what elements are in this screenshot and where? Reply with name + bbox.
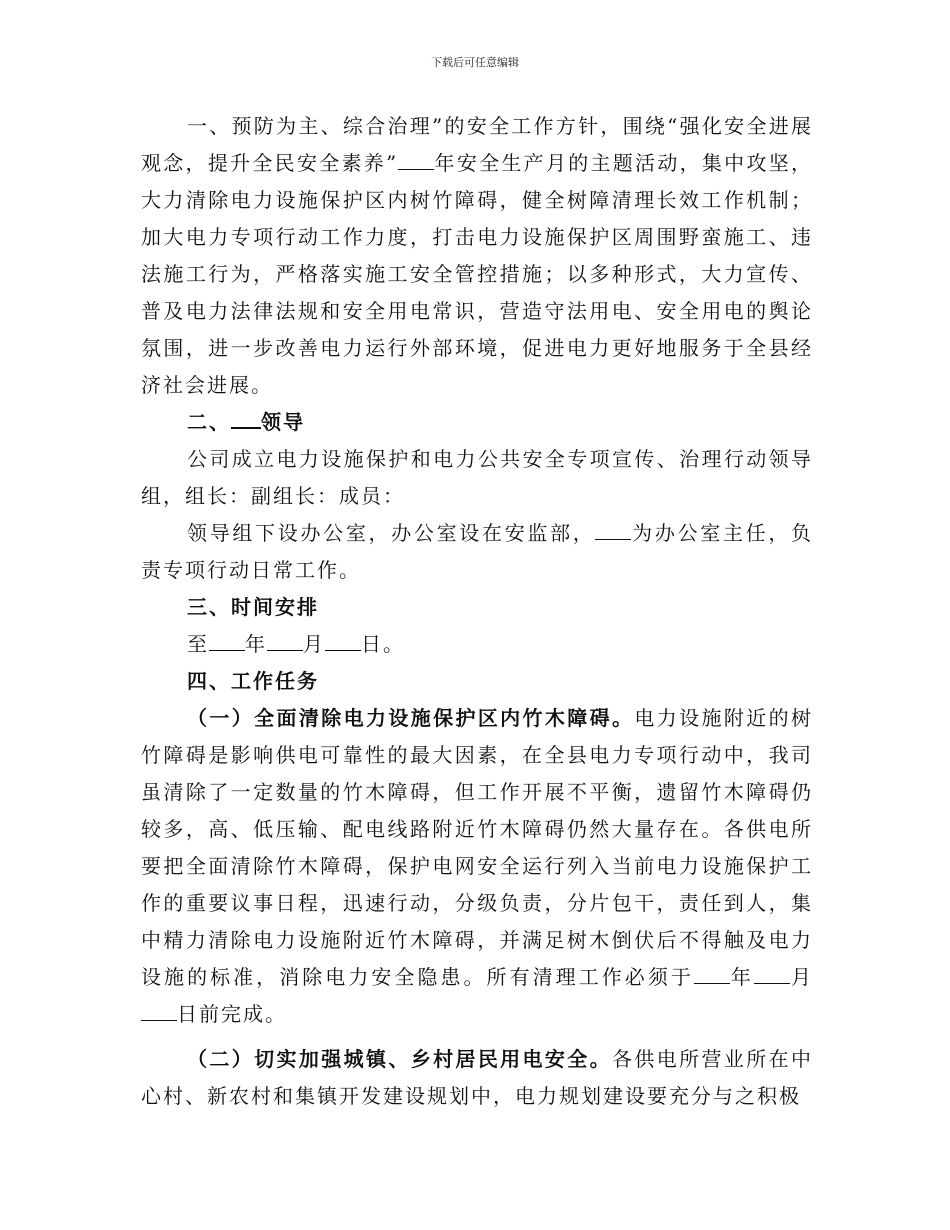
- section-2-heading: [141, 404, 813, 441]
- task-1-body-a: 电力设施附近的树竹障碍是影响供电可靠性的最大因素，在全县电力专项行动中，我司虽清除了一定数量的竹木障碍，但工作开展不平衡，遗留竹木障碍仍较多，高、低压输、配电线路附近竹木障碍仍然大量存在。各供电所要把全面清除竹木障碍，保护电网安全运行列入当前电力设施保护工作的重要议事日程，迅速行动，分级负责，分片包干，责任到人，集中精力清除电力设施附近竹木障碍，并满足树木倒伏后不得触及电力设施的标准，消除电力安全隐患。所有清理工作必须于: [141, 706, 814, 989]
- blank-line: [694, 963, 730, 984]
- task-2-paragraph: [141, 1041, 813, 1115]
- section-2-paragraph-2: [141, 515, 813, 589]
- blank-line: [398, 149, 434, 170]
- task-1-body-c: 月: [789, 965, 814, 989]
- paragraph-gap: [141, 1033, 813, 1041]
- page-header: 下载后可任意编辑: [431, 56, 519, 69]
- blank-line: [754, 963, 790, 984]
- intro-paragraph: [141, 108, 813, 404]
- task-1-body-b: 年: [729, 965, 754, 989]
- blank-line: [141, 1000, 177, 1021]
- task-1-title: （一）全面清除电力设施保护区内竹木障碍。: [187, 706, 635, 730]
- blank-line: [231, 407, 261, 429]
- task-2-body: 各供电所营业所在中心村、新农村和集镇开发建设规划中，电力规划建设要充分与之积极: [141, 1047, 814, 1108]
- section-3-text-c: 月: [303, 632, 325, 656]
- section-2-heading-a: 二、: [187, 410, 231, 434]
- blank-line: [325, 630, 361, 651]
- intro-text-2: 年安全生产月的主题活动，集中攻坚，大力清除电力设施保护区内树竹障碍，健全树障清理长效工作机制；加大电力专项行动工作力度，打击电力设施保护区周围野蛮施工、违法施工行为，严格落实施工安全管控措施；以多种形式，大力宣传、普及电力法律法规和安全用电常识，营造守法用电、安全用电的舆论氛围，进一步改善电力运行外部环境，促进电力更好地服务于全县经济社会进展。: [141, 151, 813, 397]
- task-1-body-d: 日前完成。: [177, 1002, 287, 1026]
- section-3-text-a: 至: [187, 632, 209, 656]
- blank-line: [595, 519, 631, 540]
- section-3-paragraph: [141, 626, 813, 663]
- section-2-para2-a: 领导组下设办公室，办公室设在安监部，: [187, 521, 596, 545]
- task-1-paragraph: [141, 700, 813, 1033]
- blank-line: [267, 630, 303, 651]
- section-3-text-b: 年: [245, 632, 267, 656]
- section-2-heading-b: 领导: [261, 410, 305, 434]
- blank-line: [209, 630, 245, 651]
- section-2-para2-b: 为办公室主任，负责专项行动日常工作。: [141, 521, 814, 582]
- section-2-paragraph-1: 公司成立电力设施保护和电力公共安全专项宣传、治理行动领导组，组长：副组长：成员：: [141, 447, 813, 508]
- task-2-title: （二）切实加强城镇、乡村居民用电安全。: [187, 1047, 613, 1071]
- section-3-text-d: 日。: [361, 632, 405, 656]
- section-3-heading: 三、时间安排: [187, 595, 319, 619]
- document-body: [141, 108, 813, 1115]
- section-4-heading: 四、工作任务: [187, 669, 319, 693]
- intro-text-1: 一、预防为主、综合治理”的安全工作方针，围绕“强化安全进展观念，提升全民安全素养”: [141, 114, 813, 175]
